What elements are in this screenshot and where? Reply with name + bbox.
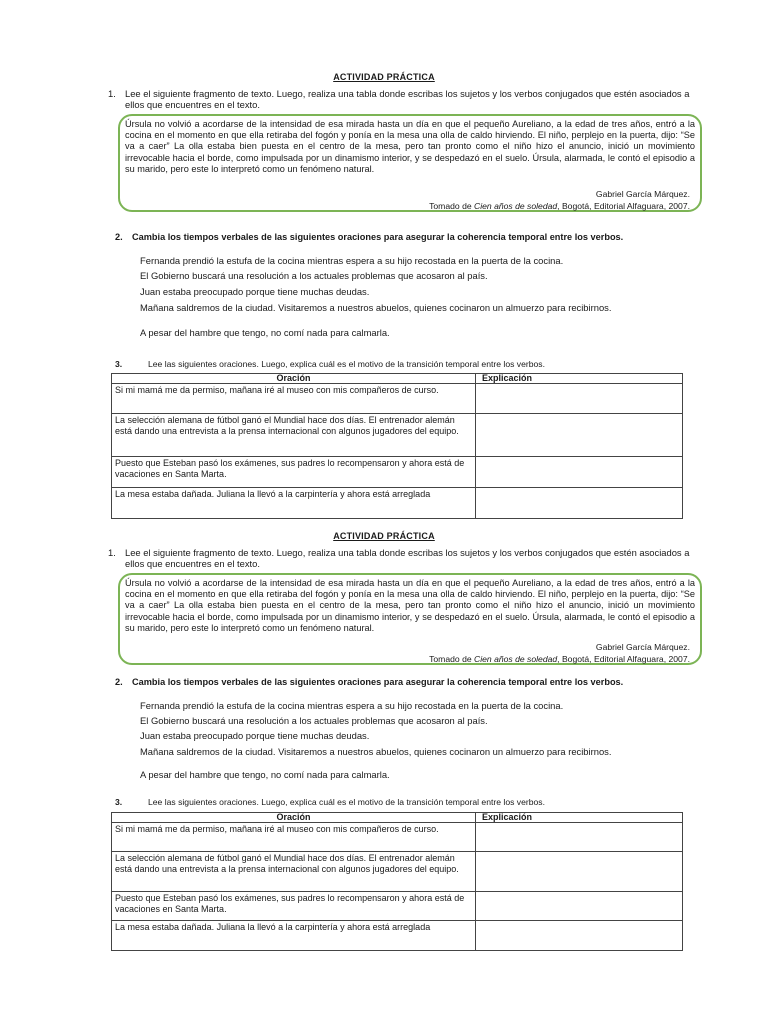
sentence-item: Juan estaba preocupado porque tiene muchas deudas. (140, 730, 370, 741)
explanation-cell[interactable] (476, 457, 683, 488)
table-row (112, 414, 683, 457)
source-title: Cien años de soledad (474, 654, 558, 664)
table-row (112, 488, 683, 519)
sentence-item: Fernanda prendió la estufa de la cocina mientras espera a su hijo recostada en la puerta de la cocina. (140, 255, 564, 266)
sentences-table (111, 812, 683, 951)
header-oracion: Oración (112, 813, 476, 823)
table-row (112, 921, 683, 951)
sentences-table (111, 373, 683, 519)
question-text: Lee las siguientes oraciones. Luego, explica cuál es el motivo de la transición temporal entre los verbos. (148, 359, 545, 369)
sentence-cell: Si mi mamá me da permiso, mañana iré al museo con mis compañeros de curso. (112, 384, 476, 414)
explanation-cell[interactable] (476, 852, 683, 892)
question-number: 3. (115, 797, 123, 807)
quote-text: Úrsula no volvió a acordarse de la intensidad de esa mirada hasta un día en que el pequeño Aureliano, a la edad de tres años, entró a la cocina en el momento en que ella retiraba del fogón y ponía en la mesa una olla de caldo hirviendo. El niño, perplejo en la puerta, dijo: “Se va a caer” La olla estaba bien puesta en el centro de la mesa, pero tan pronto como el niño hizo el anuncio, inició un movimiento irrevocable hacia el borde, como impulsada por un dinamismo interior, y se despedazó en el suelo. Úrsula, alarmada, le contó el episodio a su marido, pero este lo interpretó como un fenómeno natural. (125, 119, 695, 174)
explanation-cell[interactable] (476, 384, 683, 414)
source-prefix: Tomado de (429, 654, 475, 664)
table-row (112, 384, 683, 414)
table-header-row (112, 813, 683, 823)
question-text: Cambia los tiempos verbales de las siguientes oraciones para asegurar la coherencia temporal entre los verbos. (132, 677, 624, 687)
explanation-cell[interactable] (476, 892, 683, 921)
question-text: Cambia los tiempos verbales de las siguientes oraciones para asegurar la coherencia temporal entre los verbos. (132, 232, 624, 242)
header-explicacion: Explicación (476, 813, 683, 823)
sentence-cell: Si mi mamá me da permiso, mañana iré al museo con mis compañeros de curso. (112, 823, 476, 852)
table-row (112, 892, 683, 921)
header-oracion: Oración (112, 374, 476, 384)
table-header-row (112, 374, 683, 384)
source-title: Cien años de soledad (474, 201, 558, 211)
question-text: Lee las siguientes oraciones. Luego, explica cuál es el motivo de la transición temporal entre los verbos. (148, 797, 545, 807)
quote-source (429, 654, 690, 664)
table-row (112, 852, 683, 892)
explanation-cell[interactable] (476, 921, 683, 951)
quote-box (118, 573, 702, 665)
quote-author: Gabriel García Márquez. (595, 189, 690, 199)
table-row (112, 823, 683, 852)
sentence-item: Mañana saldremos de la ciudad. Visitaremos a nuestros abuelos, quienes cocinaron un almuerzo para recibirnos. (140, 746, 612, 757)
quote-author: Gabriel García Márquez. (595, 642, 690, 652)
sentence-cell: La selección alemana de fútbol ganó el Mundial hace dos días. El entrenador alemán está dando una entrevista a la prensa internacional con algunos jugadores del equipo. (112, 852, 476, 892)
sentence-cell: La mesa estaba dañada. Juliana la llevó a la carpintería y ahora está arreglada (112, 488, 476, 519)
question-text: Lee el siguiente fragmento de texto. Luego, realiza una tabla donde escribas los sujetos y los verbos conjugados que estén asociados a ellos que encuentres en el texto. (125, 88, 690, 110)
question-number: 2. (115, 677, 123, 687)
explanation-cell[interactable] (476, 823, 683, 852)
question-number: 3. (115, 359, 123, 369)
sentence-item: El Gobierno buscará una resolución a los actuales problemas que acosaron al país. (140, 715, 488, 726)
quote-text: Úrsula no volvió a acordarse de la intensidad de esa mirada hasta un día en que el pequeño Aureliano, a la edad de tres años, entró a la cocina en el momento en que ella retiraba del fogón y ponía en la mesa una olla de caldo hirviendo. El niño, perplejo en la puerta, dijo: “Se va a caer” La olla estaba bien puesta en el centro de la mesa, pero tan pronto como el niño hizo el anuncio, inició un movimiento irrevocable hacia el borde, como impulsada por un dinamismo interior, y se despedazó en el suelo. Úrsula, alarmada, le contó el episodio a su marido, pero este lo interpretó como un fenómeno natural. (125, 578, 695, 633)
explanation-cell[interactable] (476, 488, 683, 519)
sentence-item: A pesar del hambre que tengo, no comí nada para calmarla. (140, 327, 390, 338)
sentence-item: A pesar del hambre que tengo, no comí nada para calmarla. (140, 769, 390, 780)
activity-title: ACTIVIDAD PRÁCTICA (333, 72, 435, 82)
source-suffix: , Bogotá, Editorial Alfaguara, 2007. (557, 654, 690, 664)
question-number: 2. (115, 232, 123, 242)
sentence-item: Mañana saldremos de la ciudad. Visitaremos a nuestros abuelos, quienes cocinaron un almuerzo para recibirnos. (140, 302, 612, 313)
sentence-cell: La mesa estaba dañada. Juliana la llevó a la carpintería y ahora está arreglada (112, 921, 476, 951)
sentence-item: El Gobierno buscará una resolución a los actuales problemas que acosaron al país. (140, 270, 488, 281)
source-prefix: Tomado de (429, 201, 475, 211)
quote-box (118, 114, 702, 212)
question-number: 1. (108, 547, 116, 558)
activity-title: ACTIVIDAD PRÁCTICA (333, 531, 435, 541)
question-text: Lee el siguiente fragmento de texto. Luego, realiza una tabla donde escribas los sujetos y los verbos conjugados que estén asociados a ellos que encuentres en el texto. (125, 547, 690, 569)
sentence-cell: Puesto que Esteban pasó los exámenes, sus padres lo recompensaron y ahora está de vacaciones en Santa Marta. (112, 892, 476, 921)
header-explicacion: Explicación (476, 374, 683, 384)
sentence-item: Juan estaba preocupado porque tiene muchas deudas. (140, 286, 370, 297)
quote-source (429, 201, 690, 211)
sentence-cell: La selección alemana de fútbol ganó el Mundial hace dos días. El entrenador alemán está dando una entrevista a la prensa internacional con algunos jugadores del equipo. (112, 414, 476, 457)
source-suffix: , Bogotá, Editorial Alfaguara, 2007. (557, 201, 690, 211)
table-row (112, 457, 683, 488)
sentence-cell: Puesto que Esteban pasó los exámenes, sus padres lo recompensaron y ahora está de vacaciones en Santa Marta. (112, 457, 476, 488)
sentence-item: Fernanda prendió la estufa de la cocina mientras espera a su hijo recostada en la puerta de la cocina. (140, 700, 564, 711)
explanation-cell[interactable] (476, 414, 683, 457)
question-number: 1. (108, 88, 116, 99)
